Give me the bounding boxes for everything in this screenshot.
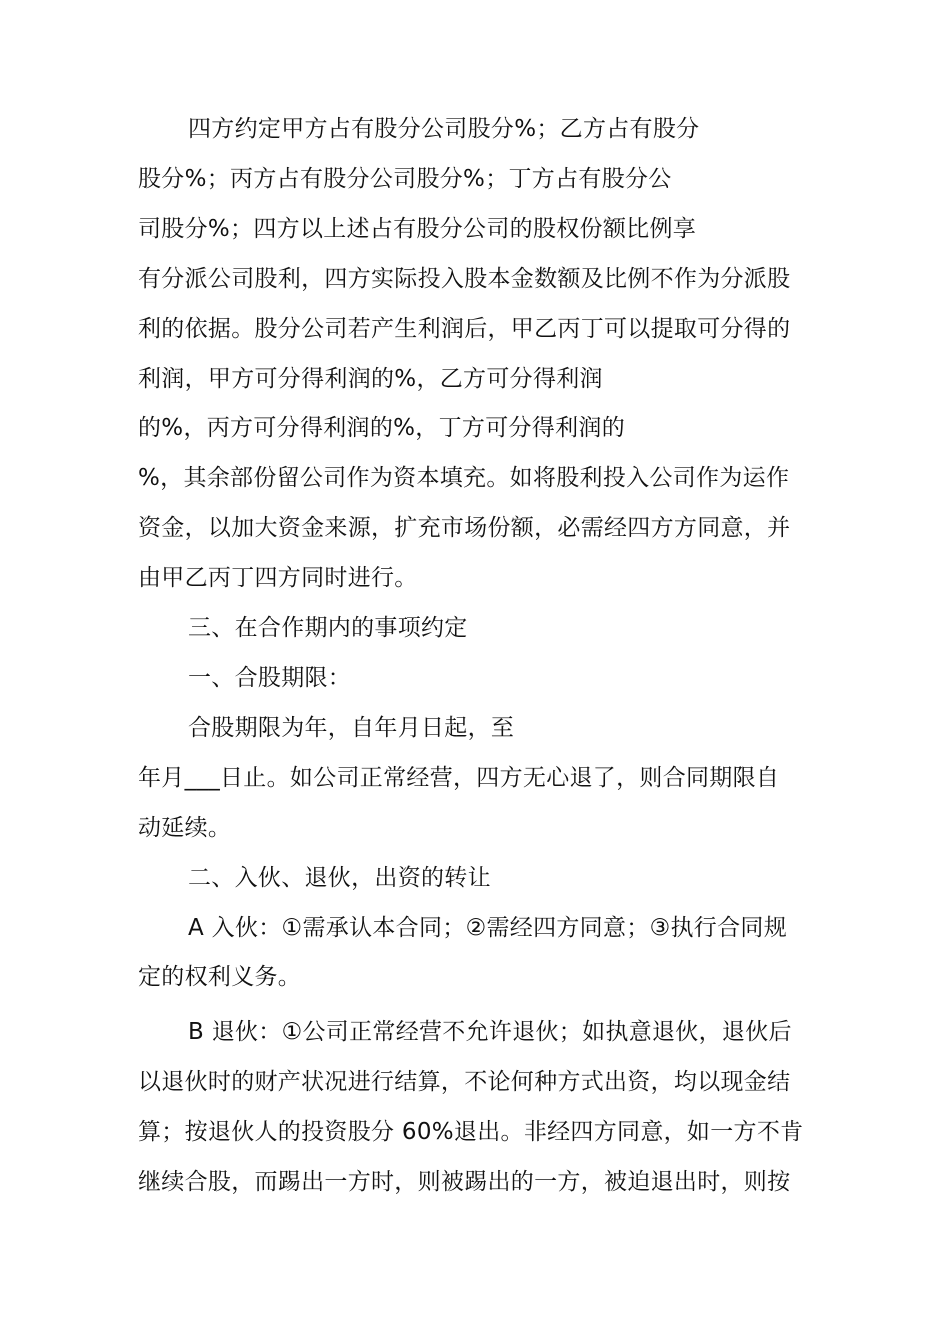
text-line: 司股分%；四方以上述占有股分公司的股权份额比例享 [138, 216, 697, 242]
section-heading: 一、合股期限： [188, 665, 352, 691]
text-line: A 入伙：①需承认本合同；②需经四方同意；③执行合同规 [188, 915, 788, 941]
text-line: B 退伙：①公司正常经营不允许退伙；如执意退伙，退伙后 [188, 1019, 792, 1045]
text-line: 的%，丙方可分得利润的%，丁方可分得利润的 [138, 415, 626, 441]
text-line: 继续合股，而踢出一方时，则被踢出的一方，被迫退出时，则按 [138, 1169, 791, 1195]
text-line: %，其余部份留公司作为资本填充。如将股利投入公司作为运作 [138, 465, 790, 491]
text-line: 合股期限为年，自年月日起，至 [188, 715, 515, 741]
text-line: 由甲乙丙丁四方同时进行。 [138, 565, 418, 591]
section-heading: 二、入伙、退伙，出资的转让 [188, 865, 491, 891]
text-line: 四方约定甲方占有股分公司股分%；乙方占有股分 [188, 116, 700, 142]
text-line: 利的依据。股分公司若产生利润后，甲乙丙丁可以提取可分得的 [138, 316, 791, 342]
text-line: 有分派公司股利，四方实际投入股本金数额及比例不作为分派股 [138, 266, 791, 292]
text-line: 算；按退伙人的投资股分 60%退出。非经四方同意，如一方不肯 [138, 1119, 804, 1145]
text-line: 年月___日止。如公司正常经营，四方无心退了，则合同期限自 [138, 765, 780, 791]
text-line: 资金，以加大资金来源，扩充市场份额，必需经四方方同意，并 [138, 515, 791, 541]
text-line: 股分%；丙方占有股分公司股分%；丁方占有股分公 [138, 166, 672, 192]
text-line: 利润，甲方可分得利润的%，乙方可分得利润 [138, 366, 603, 392]
text-line: 动延续。 [138, 815, 232, 841]
text-line: 定的权利义务。 [138, 964, 302, 990]
section-heading: 三、在合作期内的事项约定 [188, 615, 468, 641]
text-line: 以退伙时的财产状况进行结算，不论何种方式出资，均以现金结 [138, 1069, 791, 1095]
